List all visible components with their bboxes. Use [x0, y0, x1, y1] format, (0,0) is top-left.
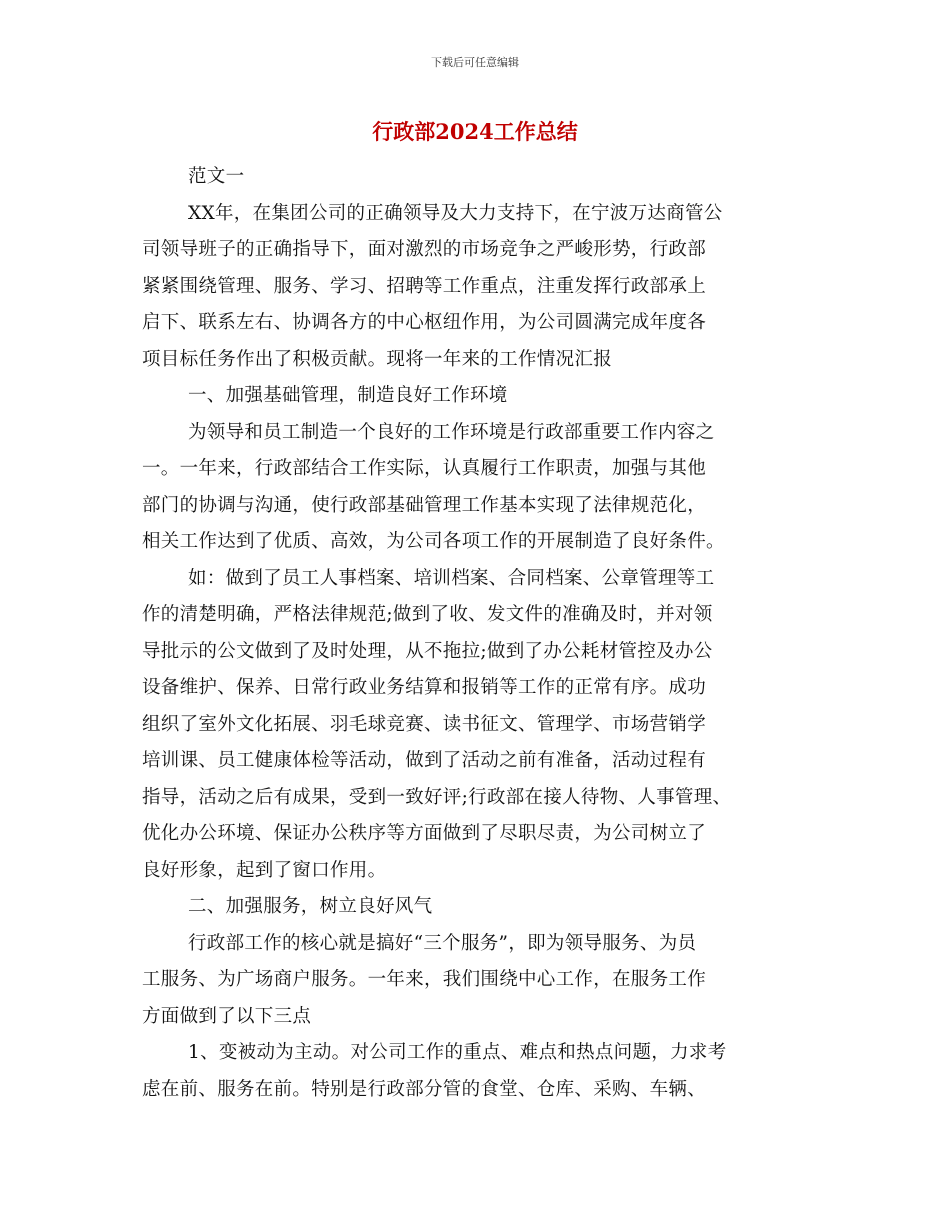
page-header-note: 下载后可任意编辑 [431, 56, 519, 69]
body-text-line: 紧紧围绕管理、服务、学习、招聘等工作重点，注重发挥行政部承上 [142, 275, 707, 297]
body-text-line: 良好形象，起到了窗口作用。 [142, 859, 387, 881]
body-text-line: 范文一 [188, 166, 245, 187]
document-title: 行政部2024工作总结 [372, 119, 578, 144]
body-text-line: 优化办公环境、保证办公秩序等方面做到了尽职尽责，为公司树立了 [142, 823, 707, 844]
body-text-line: 启下、联系左右、协调各方的中心枢纽作用，为公司圆满完成年度各 [142, 312, 707, 333]
body-text-line: 一。一年来，行政部结合工作实际，认真履行工作职责，加强与其他 [142, 458, 707, 479]
body-text-line: 方面做到了以下三点 [142, 1005, 312, 1027]
body-text-line: 二、加强服务，树立良好风气 [188, 896, 433, 917]
body-text-line: 组织了室外文化拓展、羽毛球竞赛、读书征文、管理学、市场营销学 [142, 713, 707, 735]
body-text-line: 相关工作达到了优质、高效，为公司各项工作的开展制造了良好条件。 [142, 531, 725, 552]
body-text-line: 如：做到了员工人事档案、培训档案、合同档案、公章管理等工 [188, 567, 715, 589]
body-text-line: 项目标任务作出了积极贡献。现将一年来的工作情况汇报 [142, 348, 613, 370]
body-text-line: XX年，在集团公司的正确领导及大力支持下，在宁波万达商管公 [188, 202, 723, 224]
body-text-line: 作的清楚明确，严格法律规范;做到了收、发文件的准确及时，并对领 [142, 604, 713, 625]
body-text-line: 导批示的公文做到了及时处理，从不拖拉;做到了办公耗材管控及办公 [142, 640, 713, 662]
body-text-line: 为领导和员工制造一个良好的工作环境是行政部重要工作内容之 [188, 421, 715, 443]
body-text-line: 部门的协调与沟通，使行政部基础管理工作基本实现了法律规范化， [142, 494, 707, 516]
body-text-line: 一、加强基础管理，制造良好工作环境 [188, 385, 508, 406]
body-text-line: 行政部工作的核心就是搞好“三个服务”，即为领导服务、为员 [188, 932, 697, 954]
body-text-line: 司领导班子的正确指导下，面对激烈的市场竞争之严峻形势，行政部 [142, 239, 707, 260]
body-text-line: 指导，活动之后有成果，受到一致好评;行政部在接人待物、人事管理、 [142, 786, 732, 808]
body-text-line: 设备维护、保养、日常行政业务结算和报销等工作的正常有序。成功 [142, 677, 707, 698]
body-text-line: 培训课、员工健康体检等活动，做到了活动之前有准备，活动过程有 [142, 750, 707, 771]
body-text-line: 虑在前、服务在前。特别是行政部分管的食堂、仓库、采购、车辆、 [142, 1078, 707, 1100]
document-body [142, 159, 832, 1108]
body-text-line: 1、变被动为主动。对公司工作的重点、难点和热点问题，力求考 [188, 1042, 727, 1063]
body-text-line: 工服务、为广场商户服务。一年来，我们围绕中心工作，在服务工作 [142, 969, 707, 990]
